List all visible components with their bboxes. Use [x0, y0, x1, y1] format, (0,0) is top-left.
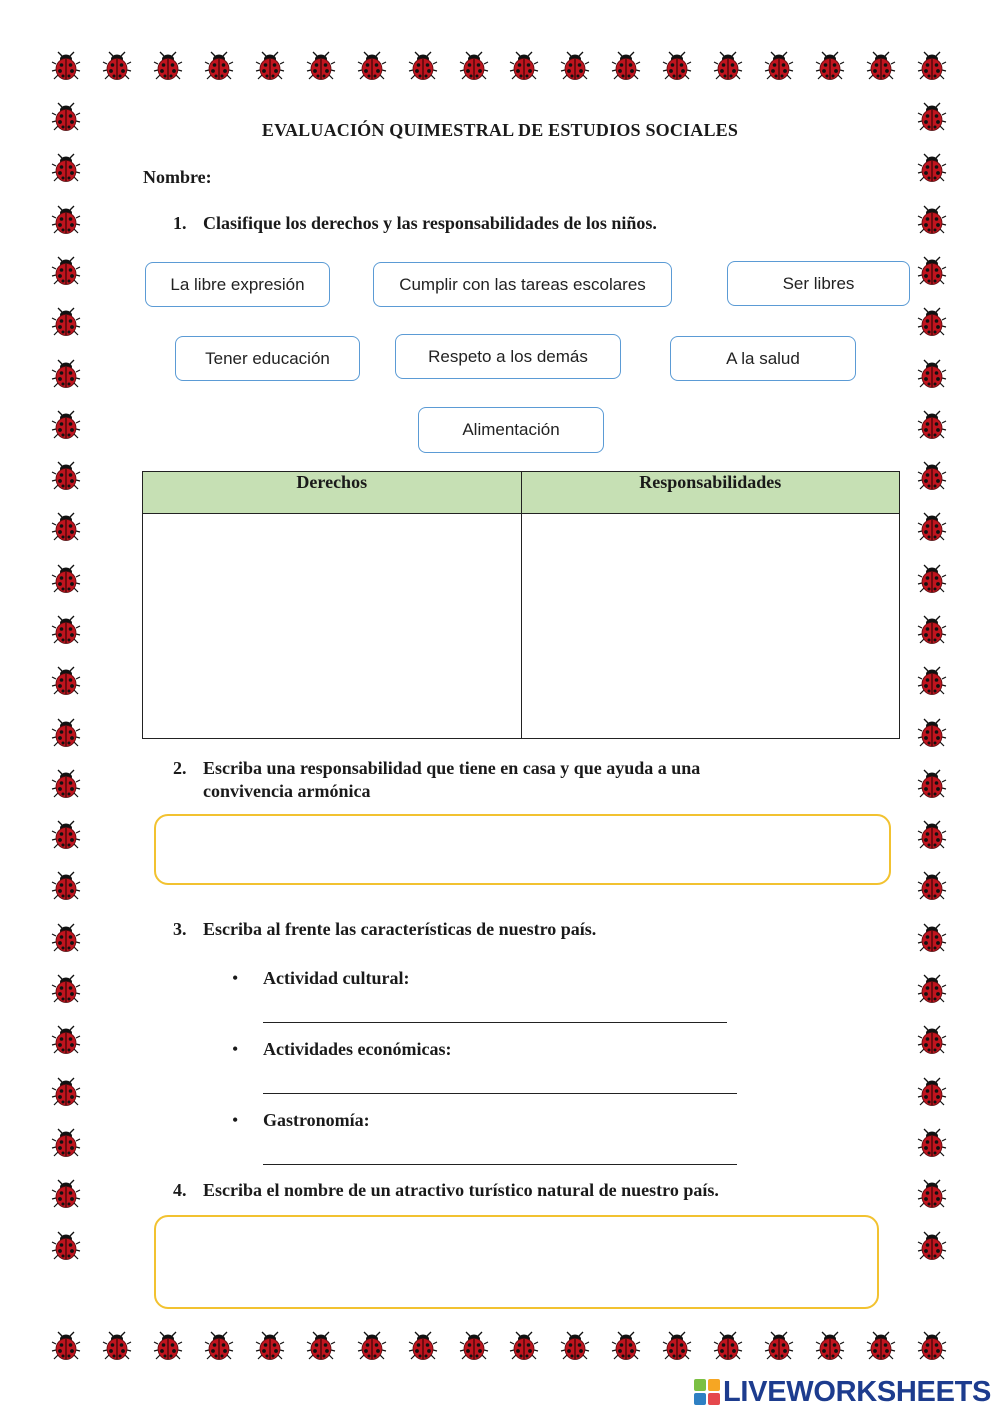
- ladybug-icon: [51, 256, 81, 286]
- question-3-text: Escriba al frente las características de nuestro país.: [203, 919, 597, 939]
- ladybug-icon: [153, 51, 183, 81]
- bullet-actividad-cultural: Actividad cultural:: [263, 968, 410, 988]
- answer-box-question-4[interactable]: [154, 1215, 879, 1309]
- ladybug-icon: [51, 615, 81, 645]
- ladybug-icon: [917, 615, 947, 645]
- ladybug-icon: [917, 51, 947, 81]
- ladybug-icon: [153, 1331, 183, 1361]
- ladybug-icon: [204, 51, 234, 81]
- liveworksheets-logo-icon: [694, 1379, 720, 1405]
- ladybug-icon: [51, 205, 81, 235]
- brand-text: LIVEWORKSHEETS: [723, 1375, 992, 1408]
- ladybug-icon: [917, 359, 947, 389]
- ladybug-icon: [51, 1331, 81, 1361]
- ladybug-icon: [764, 1331, 794, 1361]
- ladybug-icon: [662, 51, 692, 81]
- chip-respeto-demas[interactable]: Respeto a los demás: [395, 334, 621, 379]
- ladybug-icon: [357, 1331, 387, 1361]
- ladybug-icon: [560, 1331, 590, 1361]
- name-label: Nombre:: [143, 167, 212, 187]
- ladybug-icon: [51, 1077, 81, 1107]
- ladybug-icon: [713, 1331, 743, 1361]
- question-4-text: Escriba el nombre de un atractivo turístico natural de nuestro país.: [203, 1180, 719, 1200]
- answer-line-gastronomia[interactable]: [263, 1164, 737, 1165]
- chip-alimentacion[interactable]: Alimentación: [418, 407, 604, 453]
- question-4-number: 4.: [173, 1180, 187, 1200]
- chip-la-libre-expresion[interactable]: La libre expresión: [145, 262, 330, 307]
- ladybug-icon: [408, 1331, 438, 1361]
- ladybug-icon: [917, 256, 947, 286]
- ladybug-icon: [357, 51, 387, 81]
- answer-line-actividad-cultural[interactable]: [263, 1022, 727, 1023]
- ladybug-icon: [408, 51, 438, 81]
- bullet-dot: •: [232, 1039, 239, 1059]
- ladybug-icon: [51, 974, 81, 1004]
- ladybug-icon: [917, 461, 947, 491]
- ladybug-icon: [51, 307, 81, 337]
- ladybug-icon: [917, 512, 947, 542]
- ladybug-icon: [51, 871, 81, 901]
- ladybug-icon: [917, 820, 947, 850]
- ladybug-icon: [917, 666, 947, 696]
- ladybug-icon: [51, 51, 81, 81]
- ladybug-icon: [560, 51, 590, 81]
- question-2-number: 2.: [173, 758, 187, 778]
- ladybug-icon: [509, 51, 539, 81]
- ladybug-icon: [917, 1128, 947, 1158]
- ladybug-icon: [917, 718, 947, 748]
- header-derechos: Derechos: [143, 472, 522, 514]
- ladybug-icon: [51, 564, 81, 594]
- ladybug-icon: [917, 1077, 947, 1107]
- ladybug-icon: [51, 1179, 81, 1209]
- ladybug-icon: [102, 51, 132, 81]
- ladybug-icon: [51, 410, 81, 440]
- ladybug-icon: [917, 871, 947, 901]
- ladybug-icon: [51, 666, 81, 696]
- chip-cumplir-tareas[interactable]: Cumplir con las tareas escolares: [373, 262, 672, 307]
- ladybug-icon: [917, 769, 947, 799]
- bullet-dot: •: [232, 1110, 239, 1130]
- ladybug-icon: [102, 1331, 132, 1361]
- ladybug-icon: [51, 820, 81, 850]
- ladybug-icon: [764, 51, 794, 81]
- ladybug-icon: [255, 1331, 285, 1361]
- ladybug-icon: [51, 718, 81, 748]
- classification-table: [142, 471, 900, 739]
- question-3-number: 3.: [173, 919, 187, 939]
- header-responsabilidades: Responsabilidades: [521, 472, 900, 514]
- ladybug-icon: [306, 51, 336, 81]
- ladybug-icon: [255, 51, 285, 81]
- ladybug-icon: [866, 51, 896, 81]
- ladybug-icon: [917, 1025, 947, 1055]
- ladybug-icon: [611, 51, 641, 81]
- drop-zone-responsabilidades[interactable]: [521, 514, 900, 739]
- ladybug-icon: [51, 1231, 81, 1261]
- liveworksheets-brand: [694, 1375, 991, 1409]
- bullet-dot: •: [232, 968, 239, 988]
- drop-zone-derechos[interactable]: [143, 514, 522, 739]
- ladybug-icon: [917, 205, 947, 235]
- chip-ser-libres[interactable]: Ser libres: [727, 261, 910, 306]
- ladybug-icon: [51, 923, 81, 953]
- ladybug-icon: [917, 1231, 947, 1261]
- ladybug-icon: [204, 1331, 234, 1361]
- ladybug-icon: [713, 51, 743, 81]
- question-1-text: Clasifique los derechos y las responsabilidades de los niños.: [203, 213, 657, 233]
- ladybug-icon: [51, 153, 81, 183]
- ladybug-icon: [917, 1179, 947, 1209]
- ladybug-icon: [51, 461, 81, 491]
- ladybug-icon: [815, 1331, 845, 1361]
- bullet-actividades-economicas: Actividades económicas:: [263, 1039, 452, 1059]
- ladybug-icon: [459, 1331, 489, 1361]
- ladybug-icon: [306, 1331, 336, 1361]
- ladybug-icon: [917, 1331, 947, 1361]
- ladybug-icon: [662, 1331, 692, 1361]
- answer-box-question-2[interactable]: [154, 814, 891, 885]
- ladybug-icon: [815, 51, 845, 81]
- answer-line-actividades-economicas[interactable]: [263, 1093, 737, 1094]
- ladybug-icon: [51, 359, 81, 389]
- ladybug-icon: [509, 1331, 539, 1361]
- ladybug-icon: [51, 1128, 81, 1158]
- chip-a-la-salud[interactable]: A la salud: [670, 336, 856, 381]
- ladybug-icon: [917, 564, 947, 594]
- ladybug-icon: [866, 1331, 896, 1361]
- ladybug-icon: [917, 153, 947, 183]
- ladybug-icon: [51, 512, 81, 542]
- ladybug-icon: [917, 974, 947, 1004]
- question-2-line-2: convivencia armónica: [203, 781, 371, 801]
- chip-tener-educacion[interactable]: Tener educación: [175, 336, 360, 381]
- bullet-gastronomia: Gastronomía:: [263, 1110, 370, 1130]
- question-2-line-1: Escriba una responsabilidad que tiene en casa y que ayuda a una: [203, 758, 701, 778]
- ladybug-icon: [917, 307, 947, 337]
- ladybug-icon: [51, 769, 81, 799]
- question-1-number: 1.: [173, 213, 187, 233]
- ladybug-icon: [917, 410, 947, 440]
- ladybug-icon: [917, 923, 947, 953]
- ladybug-icon: [611, 1331, 641, 1361]
- ladybug-icon: [51, 1025, 81, 1055]
- page-title: EVALUACIÓN QUIMESTRAL DE ESTUDIOS SOCIALES: [261, 120, 739, 140]
- ladybug-icon: [459, 51, 489, 81]
